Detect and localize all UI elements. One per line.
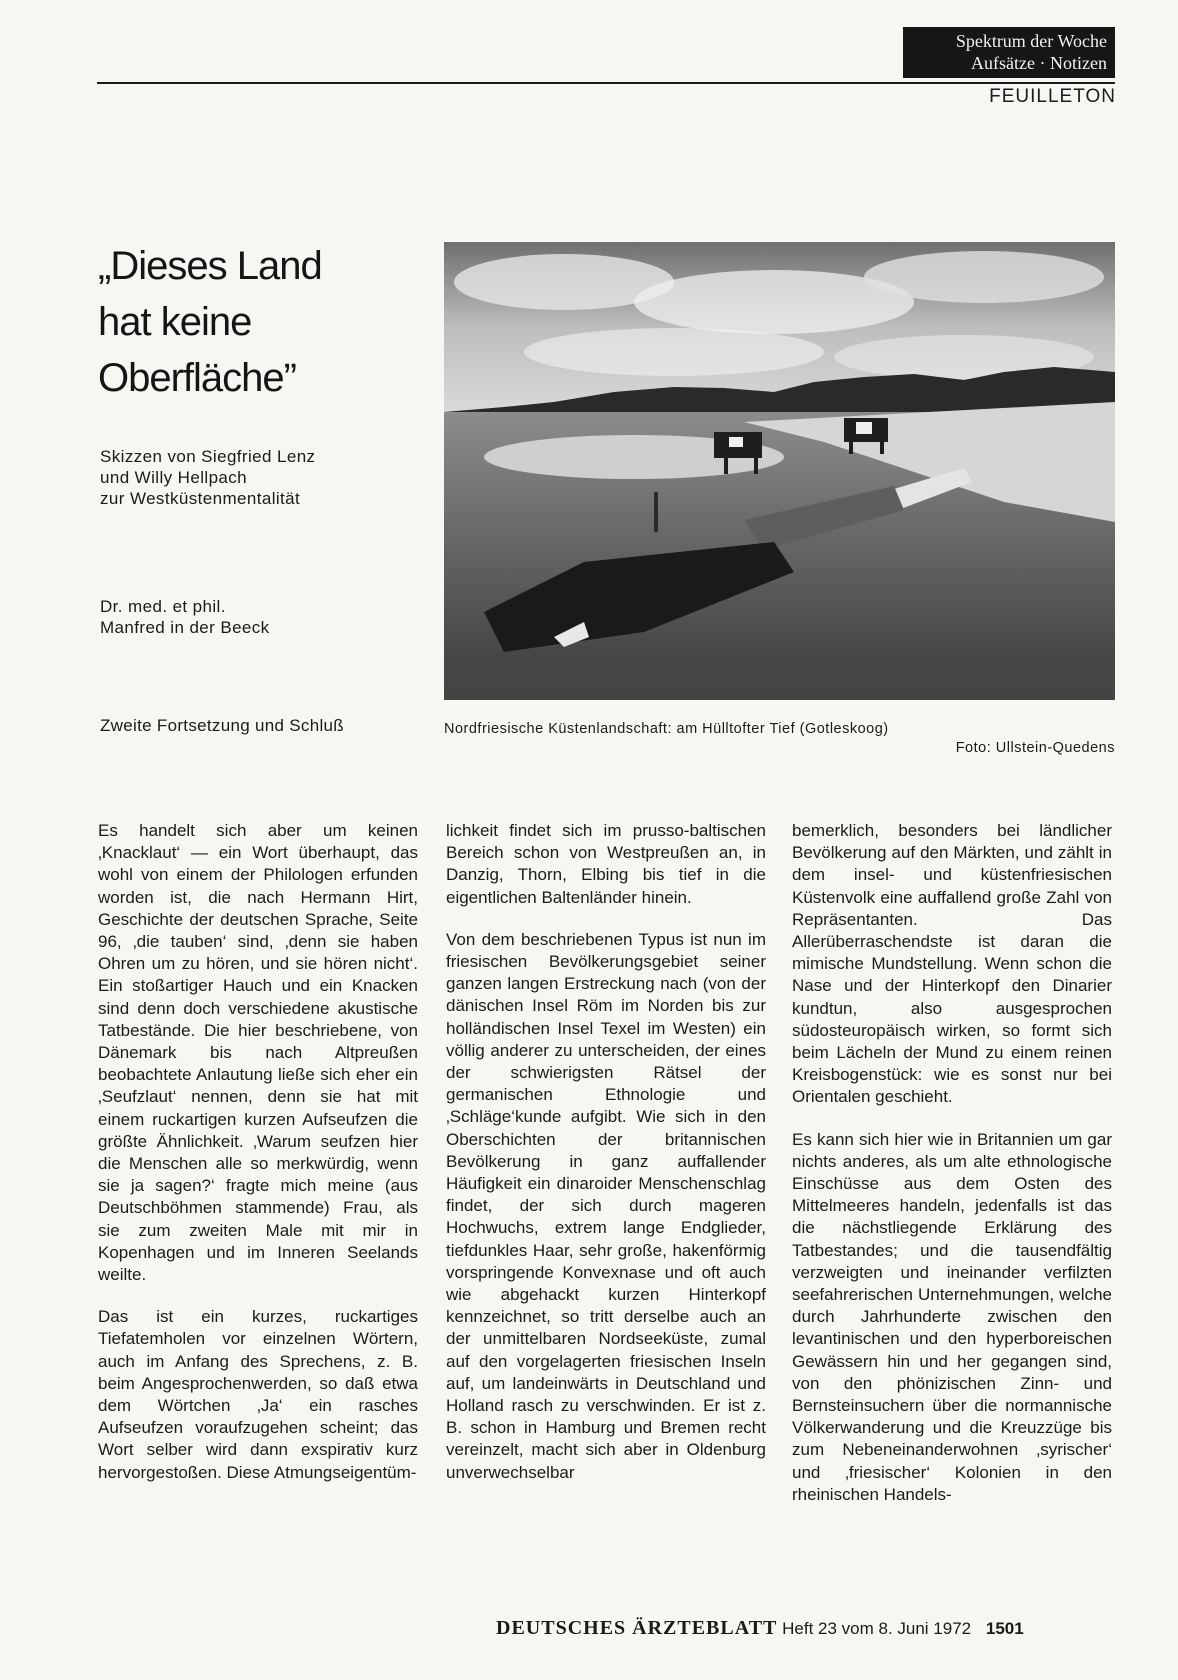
page-number: 1501 xyxy=(985,1619,1024,1638)
subtitle-line-3: zur Westküstenmentalität xyxy=(100,489,301,508)
text-column-1 xyxy=(98,820,418,1504)
paragraph: Von dem beschriebenen Typus ist nun im friesischen Bevölkerungsgebiet seiner ganzen langen Erstreckung nach (von der dänischen Insel Röm im Norden bis zur holländischen Insel Texel im Westen) ein völlig anderer zu unterscheiden, der eines der schwierigsten Rätsel der germanischen Ethnologie und ‚Schläge‘kunde aufgibt. Wie sich in den Oberschichten der britannischen Bevölkerung in ganz auffallender Häufigkeit ein dinaroider Menschenschlag findet, der sich durch mageren Hochwuchs, extrem lange Endglieder, tiefdunkles Haar, sehr große, hakenförmig vorspringende Konvexnase und oft auch wie abgehackt kurzen Hinterkopf kennzeichnet, so tritt derselbe auch an der unmittelbaren Nordseeküste, zumal auf den vorgelagerten friesischen Inseln auf, um landeinwärts in Deutschland und Holland rasch zu verschwinden. Er ist z. B. schon in Hamburg und Bremen recht vereinzelt, macht sich aber in Oldenburg unverwechselbar xyxy=(446,929,766,1482)
article-subtitle xyxy=(100,446,430,509)
photo-credit: Foto: Ullstein-Quedens xyxy=(955,740,1115,756)
continuation-note: Zweite Fortsetzung und Schluß xyxy=(100,716,344,735)
figure-caption: Nordfriesische Küstenlandschaft: am Hülltofter Tief (Gotleskoog) xyxy=(444,721,889,737)
author-name: Manfred in der Beeck xyxy=(100,618,270,637)
journal-name: DEUTSCHES ÄRZTEBLATT xyxy=(496,1617,778,1639)
title-line-3: Oberfläche” xyxy=(98,356,296,400)
title-line-1: „Dieses Land xyxy=(98,244,322,288)
paragraph: Es handelt sich aber um keinen ‚Knacklaut‘ — ein Wort überhaupt, das wohl von einem der Philologen erfunden worden ist, die nach Hermann Hirt, Geschichte der deutschen Sprache, Seite 96, ‚die tauben‘ sind, ‚denn sie haben Ohren um zu hören, und sie hören nicht‘. Ein stoßartiger Hauch und ein Knacken sind denn doch verschiedene akustische Tatbestände. Die hier beschriebene, von Dänemark bis nach Altpreußen beobachtete Anlautung ließe sich eher ein ‚Seufzlaut‘ nennen, denn sie hat mit einem ruckartigen kurzen Aufseufzen die größte Ähnlichkeit. ‚Warum seufzen hier die Menschen alle so merkwürdig, wenn sie ja sagen?‘ fragte mich meine (aus Deutschböhmen stammende) Frau, als sie zum zweiten Male mit mir in Kopenhagen und im Inneren Seelands weilte. xyxy=(98,821,418,1285)
header-rule xyxy=(97,82,1115,84)
issue-info: Heft 23 vom 8. Juni 1972 xyxy=(782,1619,972,1638)
text-column-2 xyxy=(446,820,766,1504)
section-label: FEUILLETON xyxy=(989,86,1116,107)
article-title xyxy=(98,238,428,406)
landscape-photo xyxy=(444,242,1115,700)
badge-line-2: Aufsätze · Notizen xyxy=(971,53,1107,73)
text-column-3 xyxy=(792,820,1112,1526)
author-credentials: Dr. med. et phil. xyxy=(100,597,226,616)
page-footer xyxy=(496,1617,1024,1640)
paragraph: Es kann sich hier wie in Britannien um gar nichts anderes, als um alte ethnologische Einschüsse aus dem Osten des Mittelmeeres handeln, jedenfalls ist das die nächstliegende Erklärung des Tatbestandes; und die tausendfältig verzweigten und ineinander verfilzten seefahrerischen Unternehmungen, welche durch Jahrhunderte zwischen den levantinischen und den hyperboreischen Gewässern hin und her gegangen sind, von den phönizischen Zinn- und Bernsteinsuchern über die normannische Völkerwanderung und die Kreuzzüge bis zum Nebeneinanderwohnen ‚syrischer‘ und ‚friesischer‘ Kolonien in den rheinischen Handels- xyxy=(792,1129,1112,1504)
title-line-2: hat keine xyxy=(98,300,252,344)
paragraph: Das ist ein kurzes, ruckartiges Tiefatemholen vor einzelnen Wörtern, auch im Anfang des Sprechens, z. B. beim Angesprochenwerden, so daß etwa dem Wörtchen ‚Ja‘ ein rasches Aufseufzen voraufzugehen scheint; das Wort selber wird dann exspirativ kurz hervorgestoßen. Diese Atmungseigentüm- xyxy=(98,1307,418,1482)
subtitle-line-2: und Willy Hellpach xyxy=(100,468,248,487)
author-block xyxy=(100,596,430,638)
section-badge xyxy=(903,27,1115,78)
badge-line-1: Spektrum der Woche xyxy=(955,31,1107,51)
paragraph: bemerklich, besonders bei ländlicher Bevölkerung auf den Märkten, und zählt in dem insel- und küstenfriesischen Küstenvolk eine auffallend große Zahl von Repräsentanten. Das Allerüberraschendste ist daran die mimische Mundstellung. Wenn schon die Nase und der Hinterkopf den Dinarier kundtun, also ausgesprochen südosteuropäisch wirken, so formt sich beim Lächeln der Mund zu einem reinen Kreisbogenstück: wie es sonst nur bei Orientalen geschieht. xyxy=(792,821,1112,1107)
subtitle-line-1: Skizzen von Siegfried Lenz xyxy=(100,447,316,466)
paragraph: lichkeit findet sich im prusso-baltischen Bereich schon von Westpreußen an, in Danzig, Thorn, Elbing bis tief in die eigentlichen Baltenländer hinein. xyxy=(446,821,766,907)
